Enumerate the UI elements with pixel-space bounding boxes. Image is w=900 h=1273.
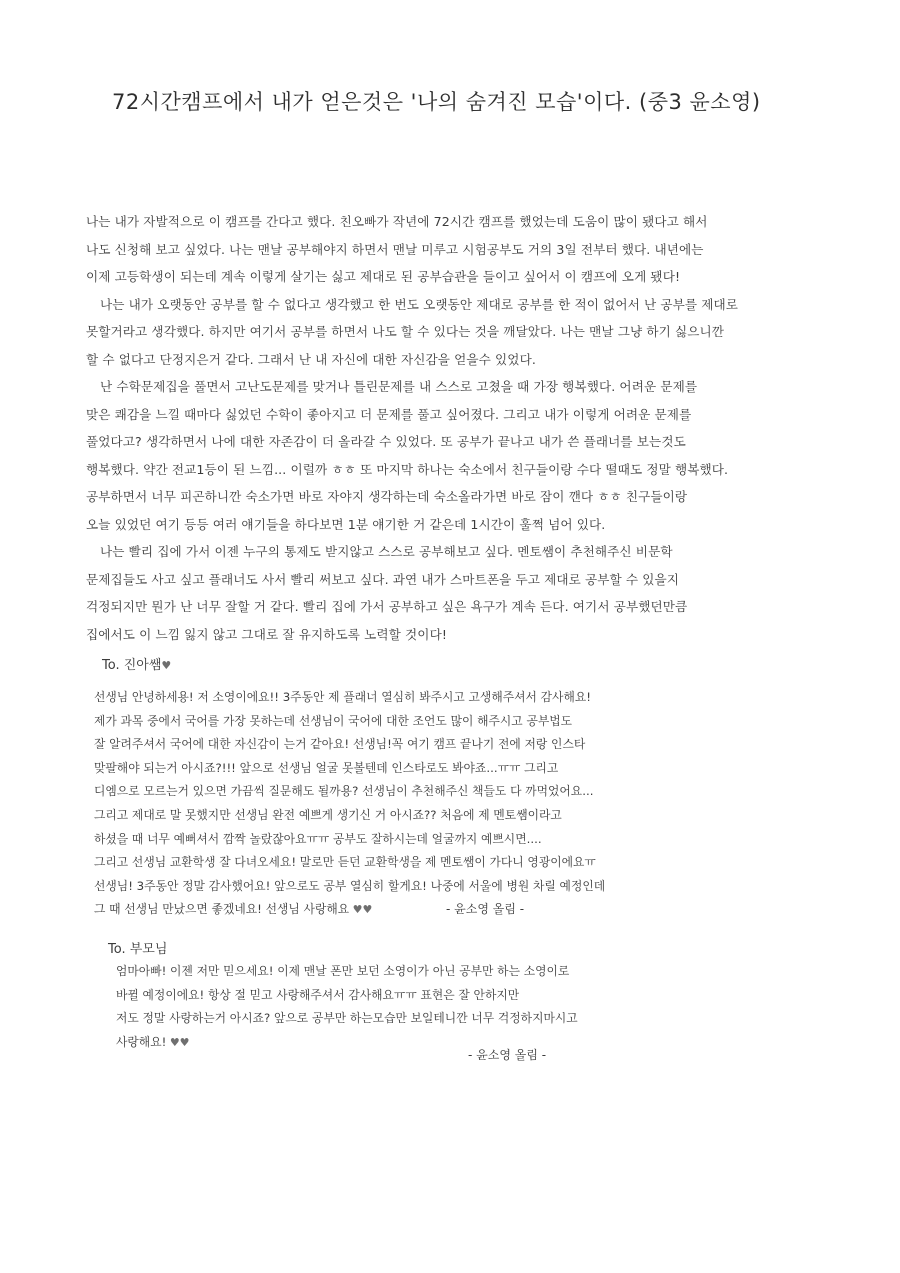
letter2-line — [116, 1031, 816, 1055]
heart-icon: ♥♥ — [349, 903, 373, 917]
heading-text: To. 진아쌤 — [102, 658, 162, 673]
essay-line — [86, 401, 786, 429]
line-text: 나도 신청해 보고 싶었다. 나는 맨날 공부해야지 하면서 맨날 미루고 시험공부도 거의 3일 전부터 했다. 내년에는 — [86, 241, 704, 257]
essay-line — [86, 346, 786, 374]
line-text: 엄마아빠! 이젠 저만 믿으세요! 이제 맨날 폰만 보던 소영이가 아닌 공부만 하는 소영이로 — [116, 964, 570, 978]
line-text: 선생님! 3주동안 정말 감사했어요! 앞으로도 공부 열심히 할게요! 나중에 서울에 병원 차릴 예정인데 — [94, 878, 606, 893]
letter-heading-mentor — [102, 654, 171, 673]
letter2-line — [116, 984, 816, 1008]
line-text: 문제집들도 사고 싶고 플래너도 사서 빨리 써보고 싶다. 과연 내가 스마트폰을 두고 제대로 공부할 수 있을지 — [86, 571, 680, 587]
essay-line — [86, 621, 786, 649]
line-text: 이제 고등학생이 되는데 계속 이렇게 살기는 싫고 제대로 된 공부습관을 들이고 싶어서 이 캠프에 오게 됐다! — [86, 269, 681, 284]
line-text: 집에서도 이 느낌 잃지 않고 그대로 잘 유지하도록 노력할 것이다! — [86, 626, 447, 642]
letter1-line — [94, 804, 794, 828]
letter1-line — [94, 875, 794, 899]
line-text: 제가 과목 중에서 국어를 가장 못하는데 선생님이 국어에 대한 조언도 많이 해주시고 공부법도 — [94, 713, 573, 728]
letter-to-parents — [116, 960, 816, 1054]
letter1-line — [94, 828, 794, 852]
essay-line — [86, 208, 786, 236]
signature-mentor: - 윤소영 올림 - — [446, 902, 525, 916]
heart-icon: ♥ — [161, 659, 172, 672]
essay-line — [86, 291, 786, 319]
essay-line — [86, 511, 786, 539]
line-text: 선생님 안녕하세용! 저 소영이에요!! 3주동안 제 플래너 열심히 봐주시고 고생해주셔서 감사해요! — [94, 690, 591, 704]
essay-line — [86, 566, 786, 594]
line-text: 할 수 없다고 단정지은거 같다. 그래서 난 내 자신에 대한 자신감을 얻을수 있었다. — [86, 351, 536, 367]
line-text: 오늘 있었던 여기 등등 여러 얘기들을 하다보면 1분 얘기한 거 같은데 1시간이 훌쩍 넘어 있다. — [86, 516, 606, 532]
essay-line — [86, 456, 786, 484]
line-text: 바뀔 예정이에요! 항상 절 믿고 사랑해주셔서 감사해요ㅠㅠ 표현은 잘 안하지만 — [116, 987, 520, 1002]
line-text: 사랑해요! — [116, 1034, 167, 1049]
line-text: 공부하면서 너무 피곤하니깐 숙소가면 바로 자야지 생각하는데 숙소올라가면 바로 잠이 깬다 ㅎㅎ 친구들이랑 — [86, 489, 688, 504]
essay-body — [86, 208, 786, 648]
line-text: 맞은 쾌감을 느낄 때마다 싫었던 수학이 좋아지고 더 문제를 풀고 싶어졌다. 그리고 내가 이렇게 어려운 문제를 — [86, 406, 692, 422]
letter1-line — [94, 851, 794, 875]
essay-line — [86, 538, 786, 566]
line-text: 하셨을 때 너무 예뻐셔서 깜짝 놀랐잖아요ㅠㅠ 공부도 잘하시는데 얼굴까지 예쁘시면.... — [94, 831, 542, 846]
letter1-line — [94, 733, 794, 757]
signature-parents: - 윤소영 올림 - — [468, 1048, 547, 1062]
line-text: 맞팔해야 되는거 아시죠?!!! 앞으로 선생님 얼굴 못볼텐데 인스타로도 봐야죠...ㅠㅠ 그리고 — [94, 760, 559, 775]
line-text: 나는 내가 오랫동안 공부를 할 수 없다고 생각했고 한 번도 오랫동안 제대로 공부를 한 적이 없어서 난 공부를 제대로 — [100, 296, 739, 312]
line-text: 풀었다고? 생각하면서 나에 대한 자존감이 더 올라갈 수 있었다. 또 공부가 끝나고 내가 쓴 플래너를 보는것도 — [86, 434, 686, 449]
letter-heading-parents: To. 부모님 — [108, 942, 168, 957]
line-text: 나는 빨리 집에 가서 이젠 누구의 통제도 받지않고 스스로 공부해보고 싶다. 멘토쌤이 추천해주신 비문학 — [100, 544, 673, 559]
letter1-line — [94, 780, 794, 804]
line-text: 그리고 제대로 말 못했지만 선생님 완전 예쁘게 생기신 거 아시죠?? 처음에 제 멘토쌤이라고 — [94, 807, 562, 822]
essay-line — [86, 593, 786, 621]
line-text: 그 때 선생님 만났으면 좋겠네요! 선생님 사랑해요 — [94, 902, 350, 917]
line-text: 난 수학문제집을 풀면서 고난도문제를 맞거나 틀린문제를 내 스스로 고쳤을 때 가장 행복했다. 어려운 문제를 — [100, 379, 698, 394]
letter2-line — [116, 1007, 816, 1031]
essay-line — [86, 236, 786, 264]
letter1-line — [94, 686, 794, 710]
line-text: 그리고 선생님 교환학생 잘 다녀오세요! 말로만 듣던 교환학생을 제 멘토쌤이 가다니 영광이에요ㅠ — [94, 855, 596, 870]
line-text: 저도 정말 사랑하는거 아시죠? 앞으로 공부만 하는모습만 보일테니깐 너무 걱정하지마시고 — [116, 1011, 578, 1026]
line-text: 디엠으로 모르는거 있으면 가끔씩 질문해도 될까용? 선생님이 추천해주신 책들도 다 까먹었어요... — [94, 784, 594, 799]
essay-line — [86, 318, 786, 346]
essay-line — [86, 263, 786, 291]
letter1-line — [94, 710, 794, 734]
letter1-line — [94, 898, 794, 922]
essay-line — [86, 483, 786, 511]
line-text: 나는 내가 자발적으로 이 캠프를 간다고 했다. 친오빠가 작년에 72시간 캠프를 했었는데 도움이 많이 됐다고 해서 — [86, 214, 708, 229]
line-text: 못할거라고 생각했다. 하지만 여기서 공부를 하면서 나도 할 수 있다는 것을 깨달았다. 나는 맨날 그냥 하기 싫으니깐 — [86, 324, 725, 339]
essay-line — [86, 428, 786, 456]
letter1-line — [94, 757, 794, 781]
page-title: 72시간캠프에서 내가 얻은것은 '나의 숨겨진 모습'이다. (중3 윤소영) — [112, 90, 761, 114]
line-text: 걱정되지만 뭔가 난 너무 잘할 거 같다. 빨리 집에 가서 공부하고 싶은 욕구가 계속 든다. 여기서 공부했던만큼 — [86, 599, 688, 614]
letter2-line — [116, 960, 816, 984]
line-text: 잘 알려주셔서 국어에 대한 자신감이 는거 같아요! 선생님!꼭 여기 캠프 끝나기 전에 저랑 인스타 — [94, 737, 586, 752]
heart-icon: ♥♥ — [166, 1035, 190, 1049]
line-text: 행복했다. 약간 전교1등이 된 느낌... 이럴까 ㅎㅎ 또 마지막 하나는 숙소에서 친구들이랑 수다 떨때도 정말 행복했다. — [86, 461, 729, 477]
essay-line — [86, 373, 786, 401]
letter-to-mentor — [94, 686, 794, 922]
